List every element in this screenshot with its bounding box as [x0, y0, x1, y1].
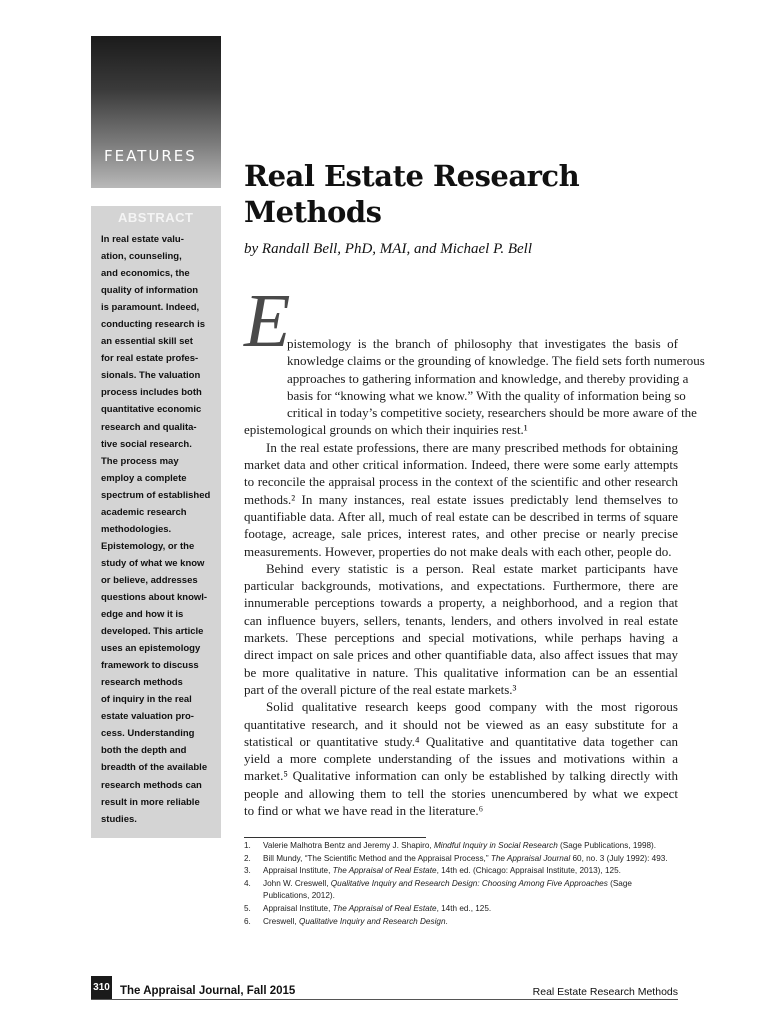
journal-name: The Appraisal Journal, Fall 2015	[120, 985, 296, 997]
abstract-line: sionals. The valuation	[101, 370, 201, 382]
footnote	[244, 865, 678, 878]
abstract-line: conducting research is	[101, 319, 206, 331]
abstract-heading: ABSTRACT	[118, 210, 194, 225]
body-line: footage, acreage, sale prices, interest rates, and other precise or nearly precise	[244, 526, 678, 542]
footnotes	[244, 840, 678, 928]
footnote	[244, 916, 678, 929]
features-banner	[91, 36, 221, 188]
body-line: people and allowing them to tell the stories unencumbered by what we expect	[244, 785, 678, 801]
abstract-line: framework to discuss	[101, 660, 199, 672]
footnote-text: (Sage Publications, 1998).	[557, 841, 657, 850]
abstract-line: is paramount. Indeed,	[101, 302, 200, 314]
abstract-line: breadth of the available	[101, 762, 208, 774]
running-title: Real Estate Research Methods	[532, 986, 678, 998]
body-line: markets. These perceptions and special motivations, while perhaps having a	[244, 630, 678, 646]
title-line: Real Estate Research	[244, 159, 580, 193]
body-line: Solid qualitative research keeps good company with the most rigorous	[266, 699, 678, 715]
section-label: FEATURES	[104, 147, 197, 165]
abstract-line: research methods can	[101, 779, 202, 791]
footnote-text: (Sage Publications, 2012).	[263, 878, 632, 901]
byline: by Randall Bell, PhD, MAI, and Michael P. Bell	[244, 241, 532, 257]
footnote-text: Appraisal Institute,	[263, 866, 333, 876]
abstract-line: developed. This article	[101, 626, 204, 638]
footnote-citation-title: Qualitative Inquiry and Research Design	[298, 916, 446, 926]
page-number: 310	[91, 976, 112, 999]
body-line: particular backgrounds, motivations, and expectations. Furthermore, there are	[244, 578, 678, 594]
footnote-text: 60, no. 3 (July 1992): 493.	[570, 853, 668, 863]
body-line: can influence buyers, sellers, tenants, lenders, and others involved in real estate	[244, 612, 678, 628]
abstract-line: for real estate profes-	[101, 353, 199, 365]
body-line: quantifiable data. After all, much of real estate can be described in terms of square	[244, 508, 678, 524]
footer-divider	[91, 999, 678, 1000]
body-line: In the real estate professions, there are many prescribed methods for obtaining	[266, 439, 678, 455]
footnote-citation-title: The Appraisal Journal	[490, 853, 571, 863]
body-line: knowledge claims or the grounding of knowledge. The field sets forth numerous	[287, 353, 705, 369]
body-line: market.⁵ Qualitative information can only be established by talking directly with	[244, 768, 678, 784]
body-line: direct impact on sale prices and other quantifiable data, also affect issues that may	[244, 647, 678, 663]
body-line: measurements. However, properties do not make deals with each other, people do.	[244, 543, 672, 559]
footnote-divider	[244, 837, 426, 838]
footnote	[244, 903, 678, 916]
abstract-line: studies.	[101, 813, 137, 825]
abstract-line: Epistemology, or the	[101, 540, 195, 552]
article-body	[244, 335, 705, 819]
abstract-line: and economics, the	[101, 268, 190, 280]
abstract-line: quality of information	[101, 285, 199, 297]
abstract-line: employ a complete	[101, 472, 187, 484]
footnote-text: .	[445, 916, 448, 926]
body-line: approaches to gathering information and knowledge, and thereby providing a	[287, 370, 689, 386]
abstract-line: or believe, addresses	[101, 574, 198, 586]
footnote-citation-title: Qualitative Inquiry and Research Design: Choosing Among Five Approaches	[330, 878, 608, 888]
abstract-line: In real estate valu-	[101, 234, 184, 245]
footnote	[244, 853, 678, 866]
body-line: to find or what we have read in the literature.⁶	[244, 803, 484, 819]
footnote-text: , 14th ed. (Chicago: Appraisal Institute, 2013), 125.	[436, 866, 621, 876]
body-line: be more qualitative in nature. This qualitative information can be an essential	[244, 664, 678, 680]
body-line: critical in today’s competitive society, researchers should be more aware of the	[287, 405, 697, 421]
body-line: basis for “knowing what we know.” With the quality of information being so	[287, 387, 686, 403]
footnote-text: Valerie Malhotra Bentz and Jeremy J. Shapiro,	[263, 841, 434, 850]
footnote-text: Bill Mundy, “The Scientific Method and the Appraisal Process,”	[263, 853, 491, 863]
footnote-text: John W. Creswell,	[263, 878, 331, 888]
abstract-line: methodologies.	[101, 523, 172, 535]
footnote-number: 6.	[244, 916, 251, 926]
footnote-citation-title: The Appraisal of Real Estate	[332, 903, 437, 913]
footnote-text: Creswell,	[263, 916, 299, 926]
footnote-text: , 14th ed., 125.	[436, 903, 492, 913]
abstract-line: process includes both	[101, 387, 202, 399]
footnote-text: Appraisal Institute,	[263, 903, 333, 913]
abstract-line: edge and how it is	[101, 609, 184, 621]
title-line: Methods	[244, 195, 382, 229]
footnote-citation-title: The Appraisal of Real Estate	[332, 866, 437, 876]
footnote	[244, 878, 678, 903]
abstract-line: an essential skill set	[101, 336, 193, 348]
abstract-line: both the depth and	[101, 745, 187, 757]
body-line: methods.² In many instances, real estate issues predictably lend themselves to	[244, 491, 678, 507]
footnote-number: 5.	[244, 903, 251, 913]
drop-cap: E	[244, 279, 291, 363]
article-title	[244, 158, 579, 230]
footnote-citation-title: Mindful Inquiry in Social Research	[433, 841, 558, 850]
abstract-line: result in more reliable	[101, 796, 200, 808]
footnote-number: 3.	[244, 866, 251, 876]
abstract-line: questions about knowl-	[101, 591, 208, 603]
footnote-number: 4.	[244, 878, 251, 888]
abstract-line: research methods	[101, 677, 183, 689]
abstract-line: spectrum of established	[101, 489, 211, 501]
body-line: quantitative research, and it should not be viewed as an easy substitute for a	[244, 716, 678, 732]
body-line: Behind every statistic is a person. Real estate market participants have	[266, 560, 678, 576]
body-line: yield a more complete understanding of the issues and motivations within a	[244, 751, 678, 767]
abstract-line: of inquiry in the real	[101, 694, 192, 706]
body-line: market data and other critical information. Indeed, there were some early attempts	[244, 457, 678, 473]
footnote-number: 1.	[244, 841, 251, 850]
abstract-line: estate valuation pro-	[101, 711, 194, 723]
footnote-number: 2.	[244, 853, 251, 863]
abstract-text	[101, 231, 217, 828]
body-line: statistical or quantitative study.⁴ Qualitative and quantitative data together can	[244, 733, 678, 749]
body-line: part of the overall picture of the real estate markets.³	[244, 681, 517, 697]
abstract-line: academic research	[101, 506, 187, 518]
abstract-line: The process may	[101, 455, 179, 467]
body-line: innumerable perceptions towards a property, a neighborhood, and a region that	[244, 595, 678, 611]
body-line: pistemology is the branch of philosophy that investigates the basis of	[287, 336, 678, 351]
body-line: to reconcile the appraisal process in the context of the scientific and other research	[244, 474, 678, 490]
abstract-line: research and qualita-	[101, 421, 197, 433]
abstract-line: cess. Understanding	[101, 728, 195, 740]
footnote	[244, 840, 678, 853]
abstract-line: uses an epistemology	[101, 643, 201, 655]
abstract-line: tive social research.	[101, 438, 192, 450]
abstract-line: ation, counseling,	[101, 251, 182, 263]
body-line: epistemological grounds on which their inquiries rest.¹	[244, 422, 528, 438]
abstract-line: study of what we know	[101, 557, 205, 569]
abstract-line: quantitative economic	[101, 404, 202, 416]
